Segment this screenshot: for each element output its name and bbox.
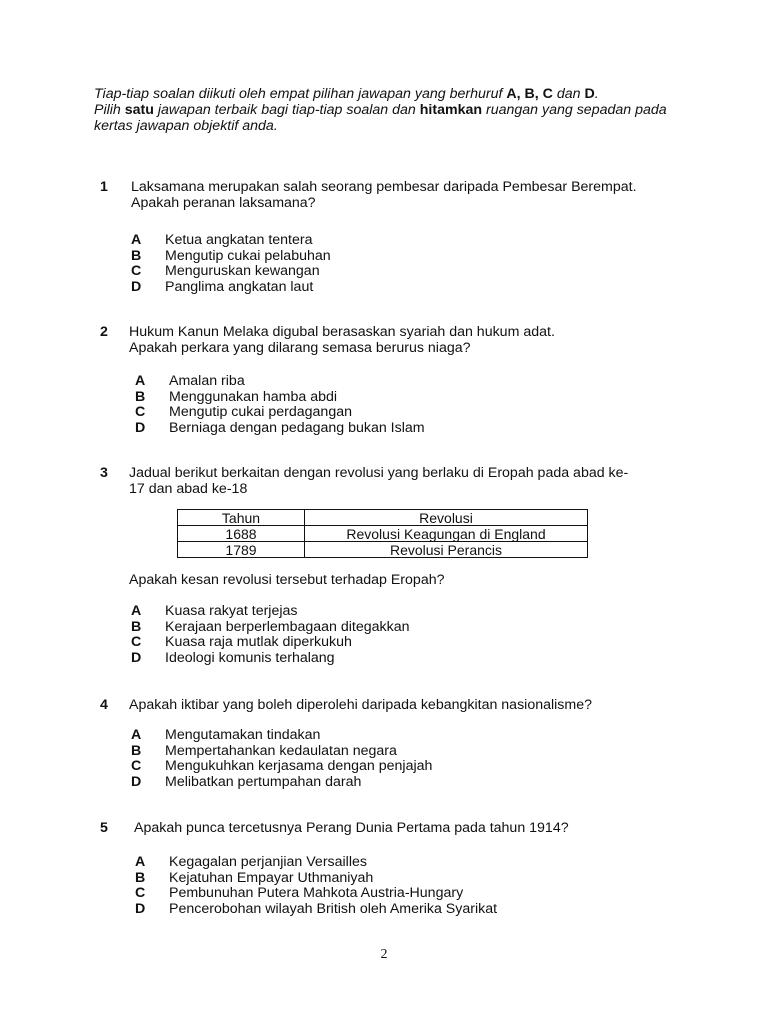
option-text: Mengukuhkan kerjasama dengan penjajah — [165, 758, 433, 774]
stem-line: Jadual berikut berkaitan dengan revolusi yang berlaku di Eropah pada abad ke- — [129, 465, 629, 481]
table-cell: 1688 — [178, 526, 305, 542]
option-text: Ideologi komunis terhalang — [165, 649, 335, 666]
option-text: Ketua angkatan tentera — [165, 232, 313, 248]
table-header: Tahun — [178, 510, 305, 526]
option-letter: A — [131, 232, 142, 248]
option-letter: D — [135, 419, 146, 436]
instruction-emphasis: hitamkan — [419, 102, 483, 118]
option-letter: A — [131, 727, 142, 743]
question-number: 4 — [100, 697, 108, 713]
question-stem — [131, 179, 637, 211]
option-letter: D — [135, 900, 146, 917]
table-header: Revolusi — [305, 510, 588, 526]
instruction-line-3: kertas jawapan objektif anda. — [94, 118, 278, 134]
question-number: 2 — [100, 324, 108, 340]
option-text: Mengutamakan tindakan — [165, 727, 321, 743]
stem-line: Apakah perkara yang dilarang semasa berurus niaga? — [129, 340, 471, 356]
table-cell: Revolusi Keagungan di England — [305, 526, 588, 542]
question-number: 5 — [100, 820, 108, 836]
option-text: Pencerobohan wilayah British oleh Amerika Syarikat — [169, 900, 498, 917]
option-text: Mengutip cukai perdagangan — [169, 404, 352, 420]
option-text: Amalan riba — [169, 373, 245, 389]
stem-line: Apakah punca tercetusnya Perang Dunia Pertama pada tahun 1914? — [134, 820, 569, 836]
option-letter: C — [131, 758, 142, 774]
option-letter: C — [131, 634, 142, 650]
option-text: Kegagalan perjanjian Versailles — [169, 854, 367, 870]
option-letter: D — [131, 278, 142, 295]
option-letter: B — [131, 742, 142, 759]
instruction-text: Tiap-tiap soalan diikuti oleh empat pilihan jawapan yang berhuruf — [94, 86, 507, 102]
option-letter: A — [131, 603, 142, 619]
table-row — [178, 526, 588, 542]
revolution-table — [177, 509, 588, 558]
option-letter: C — [135, 404, 146, 420]
option-text: Mempertahankan kedaulatan negara — [165, 742, 397, 759]
stem-line: Apakah iktibar yang boleh diperolehi daripada kebangkitan nasionalisme? — [129, 697, 592, 713]
option-letter: C — [135, 885, 146, 901]
instructions — [94, 86, 714, 134]
stem-line: Hukum Kanun Melaka digubal berasaskan syariah dan hukum adat. — [129, 324, 555, 340]
option-text: Menguruskan kewangan — [165, 263, 320, 279]
page-number: 2 — [380, 947, 388, 962]
option-text: Menggunakan hamba abdi — [169, 388, 338, 405]
stem-line: Apakah peranan laksamana? — [131, 195, 316, 211]
table-cell: 1789 — [178, 542, 305, 558]
instruction-emphasis: A, B, C — [506, 86, 553, 102]
option-text: Kuasa rakyat terjejas — [165, 603, 298, 619]
option-letter: D — [131, 649, 142, 666]
option-letter: D — [131, 773, 142, 790]
instruction-text: Pilih — [94, 102, 125, 118]
table-row — [178, 542, 588, 558]
option-text: Berniaga dengan pedagang bukan Islam — [169, 419, 425, 436]
question-prompt: Apakah kesan revolusi tersebut terhadap Eropah? — [129, 572, 445, 588]
instruction-text: ruangan yang sepadan pada — [482, 102, 667, 118]
instruction-text: . — [594, 86, 599, 102]
option-text: Kuasa raja mutlak diperkukuh — [165, 634, 352, 650]
option-letter: B — [135, 869, 146, 886]
option-text: Melibatkan pertumpahan darah — [165, 773, 362, 790]
instruction-text: jawapan terbaik bagi tiap-tiap soalan dan — [153, 102, 420, 118]
option-letter: B — [135, 388, 146, 405]
option-text: Mengutip cukai pelabuhan — [165, 247, 331, 264]
instruction-line-2 — [94, 102, 714, 118]
option-letter: A — [135, 373, 146, 389]
question-number: 1 — [100, 179, 108, 195]
option-letter: C — [131, 263, 142, 279]
option-letter: A — [135, 854, 146, 870]
instruction-emphasis: satu — [124, 102, 154, 118]
question-stem — [134, 820, 569, 836]
question-stem — [129, 697, 592, 713]
table-cell: Revolusi Perancis — [305, 542, 588, 558]
option-text: Kerajaan berperlembagaan ditegakkan — [165, 618, 410, 635]
option-text: Panglima angkatan laut — [165, 278, 314, 295]
instruction-emphasis: D — [584, 86, 595, 102]
stem-line: Laksamana merupakan salah seorang pembesar daripada Pembesar Berempat. — [131, 179, 637, 195]
option-text: Kejatuhan Empayar Uthmaniyah — [169, 869, 374, 886]
option-letter: B — [131, 618, 142, 635]
question-stem — [129, 324, 555, 356]
option-letter: B — [131, 247, 142, 264]
question-stem — [129, 465, 628, 497]
option-text: Pembunuhan Putera Mahkota Austria-Hungary — [169, 885, 464, 901]
stem-line: 17 dan abad ke-18 — [129, 481, 248, 497]
table-header-row — [178, 510, 588, 526]
question-number: 3 — [100, 465, 108, 481]
instruction-text: dan — [552, 86, 585, 102]
instruction-line-1 — [94, 86, 714, 102]
